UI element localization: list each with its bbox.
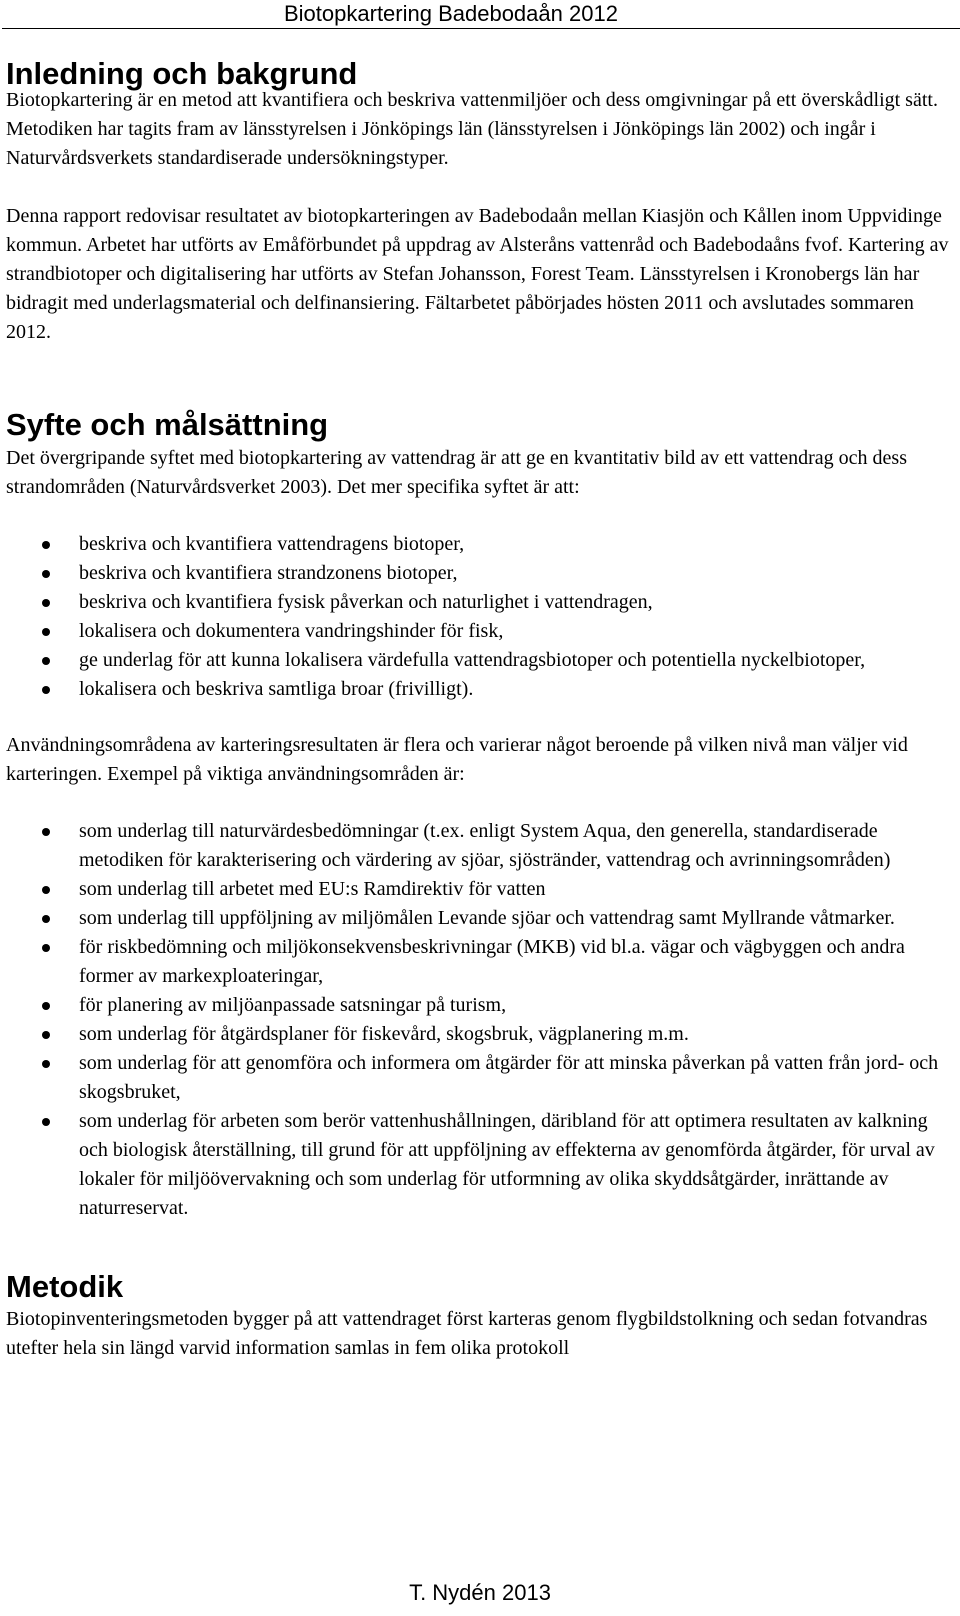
list-item: lokalisera och beskriva samtliga broar (frivilligt).	[6, 675, 956, 704]
intro-paragraph-2: Denna rapport redovisar resultatet av biotopkarteringen av Badebodaån mellan Kiasjön och Kållen inom Uppvidinge kommun. Arbetet har utförts av Emåförbundet på uppdrag av Alsteråns vattenråd och Badebodaåns fvof. Kartering av strandbiotoper och digitalisering har utförts av Stefan Johansson, Forest Team. Länsstyrelsen i Kronobergs län har bidragit med underlagsmaterial och delfinansiering. Fältarbetet påbörjades hösten 2011 och avslutades sommaren 2012.	[6, 205, 949, 343]
bullet-icon	[42, 1002, 50, 1010]
heading-intro: Inledning och bakgrund	[6, 56, 358, 91]
list-item: som underlag för arbeten som berör vattenhushållningen, däribland för att optimera resultaten av kalkning och biologisk återställning, till grund för att uppföljning av effekterna av genomförda åtgärder, för urval av lokaler för miljöövervakning och som underlag för utformning av olika skyddsåtgärder, inrättande av naturreservat.	[6, 1107, 956, 1223]
list-item: för planering av miljöanpassade satsningar på turism,	[6, 991, 956, 1020]
list-item: som underlag till naturvärdesbedömningar (t.ex. enligt System Aqua, den generella, standardiserade metodiken för karakterisering och värdering av sjöar, sjöstränder, vattendrag och avrinningsområden)	[6, 817, 956, 875]
list-item: beskriva och kvantifiera strandzonens biotoper,	[6, 559, 956, 588]
list-item: lokalisera och dokumentera vandringshinder för fisk,	[6, 617, 956, 646]
list-item: som underlag till uppföljning av miljömålen Levande sjöar och vattendrag samt Myllrande våtmarker.	[6, 904, 956, 933]
bullet-icon	[42, 886, 50, 894]
list-item: som underlag för att genomföra och informera om åtgärder för att minska påverkan på vatten från jord- och skogsbruket,	[6, 1049, 956, 1107]
bullet-icon	[42, 1060, 50, 1068]
header-rule	[2, 28, 960, 29]
purpose-paragraph-1: Det övergripande syftet med biotopkartering av vattendrag är att ge en kvantitativ bild av ett vattendrag och dess strandområden (Naturvårdsverket 2003). Det mer specifika syftet är att:	[6, 447, 907, 498]
method-paragraph-1: Biotopinventeringsmetoden bygger på att vattendraget först karteras genom flygbildstolkning och sedan fotvandras utefter hela sin längd varvid information samlas in fem olika protokoll	[6, 1308, 928, 1359]
heading-purpose: Syfte och målsättning	[6, 407, 329, 442]
running-header: Biotopkartering Badebodaån 2012	[284, 1, 618, 26]
list-item: för riskbedömning och miljökonsekvensbeskrivningar (MKB) vid bl.a. vägar och vägbyggen och andra former av markexploateringar,	[6, 933, 956, 991]
bullet-icon	[42, 1031, 50, 1039]
list-item: ge underlag för att kunna lokalisera värdefulla vattendragsbiotoper och potentiella nyckelbiotoper,	[6, 646, 956, 675]
list-item: beskriva och kvantifiera vattendragens biotoper,	[6, 530, 956, 559]
bullet-icon	[42, 944, 50, 952]
intro-paragraph-1: Biotopkartering är en metod att kvantifiera och beskriva vattenmiljöer och dess omgivningar på ett överskådligt sätt. Metodiken har tagits fram av länsstyrelsen i Jönköpings län (länsstyrelsen i Jönköpings län 2002) och ingår i Naturvårdsverkets standardiserade undersökningstyper.	[6, 89, 938, 169]
bullet-icon	[42, 628, 50, 636]
bullet-icon	[42, 570, 50, 578]
usage-list	[6, 817, 956, 1223]
page-content	[6, 52, 956, 1363]
bullet-icon	[42, 599, 50, 607]
page-footer: T. Nydén 2013	[409, 1580, 551, 1605]
bullet-icon	[42, 686, 50, 694]
list-item: som underlag för åtgärdsplaner för fiskevård, skogsbruk, vägplanering m.m.	[6, 1020, 956, 1049]
purpose-paragraph-2: Användningsområdena av karteringsresultaten är flera och varierar något beroende på vilken nivå man väljer vid karteringen. Exempel på viktiga användningsområden är:	[6, 734, 908, 785]
bullet-icon	[42, 915, 50, 923]
heading-method: Metodik	[6, 1269, 124, 1304]
list-item: beskriva och kvantifiera fysisk påverkan och naturlighet i vattendragen,	[6, 588, 956, 617]
bullet-icon	[42, 541, 50, 549]
list-item: som underlag till arbetet med EU:s Ramdirektiv för vatten	[6, 875, 956, 904]
bullet-icon	[42, 657, 50, 665]
bullet-icon	[42, 1118, 50, 1126]
purpose-list	[6, 530, 956, 704]
bullet-icon	[42, 828, 50, 836]
